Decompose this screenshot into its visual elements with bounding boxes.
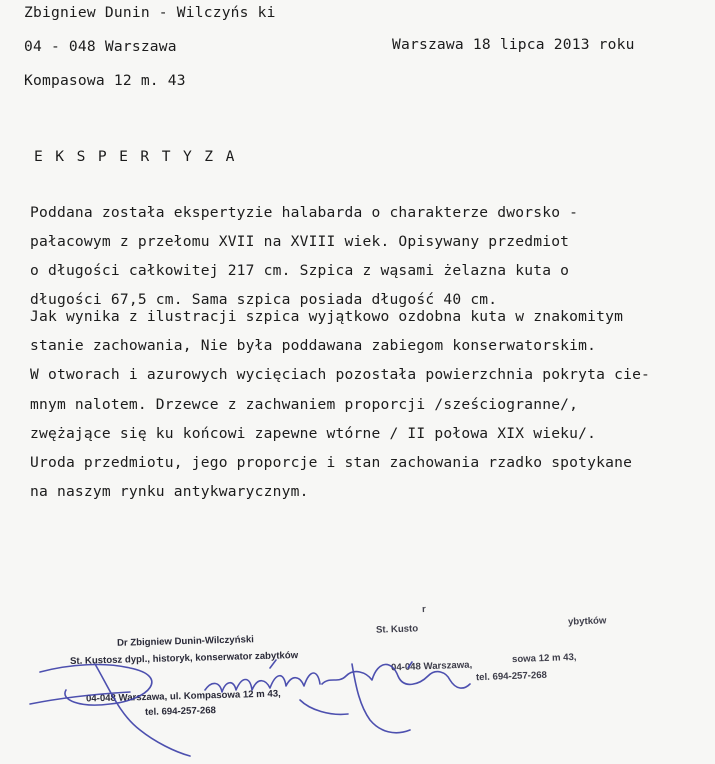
body-line: Poddana została ekspertyzie halabarda o charakterze dworsko - [30, 204, 579, 221]
body-line: Uroda przedmiotu, jego proporcje i stan zachowania rzadko spotykane [30, 454, 633, 471]
sender-street: Kompasowa 12 m. 43 [24, 72, 186, 89]
stamp-right-fragment: r [421, 603, 426, 616]
stamp-right-phone: tel. 694-257-268 [475, 669, 548, 684]
stamp-left-name: Dr Zbigniew Dunin-Wilczyński [116, 634, 255, 649]
body-line: o długości całkowitej 217 cm. Szpica z wąsami żelazna kuta o [30, 262, 570, 279]
body-line: stanie zachowania, Nie była poddawana zabiegom konserwatorskim. [30, 337, 597, 354]
body-line: mnym nalotem. Drzewce z zachwaniem proporcji /sześciogranne/, [30, 396, 579, 413]
stamp-left-phone: tel. 694-257-268 [144, 705, 217, 718]
stamp-right-title-end: ybytków [567, 615, 607, 628]
body-line: długości 67,5 cm. Sama szpica posiada długość 40 cm. [30, 291, 498, 308]
body-line: zwężające się ku końcowi zapewne wtórne / II połowa XIX wieku/. [30, 425, 597, 442]
body-line: W otworach i azurowych wycięciach pozostała powierzchnia pokryta cie- [30, 366, 651, 383]
stamp-left-address: 04-048 Warszawa, ul. Kompasowa 12 m 43, [85, 688, 281, 705]
document-title: EKSPERTYZA [34, 148, 247, 165]
sender-postal: 04 - 048 Warszawa [24, 38, 177, 55]
stamp-right-address-start: 04-048 Warszawa, [390, 659, 473, 674]
document-date: Warszawa 18 lipca 2013 roku [392, 36, 635, 53]
sender-name: Zbigniew Dunin - Wilczyńs ki [24, 4, 276, 21]
body-line: na naszym rynku antykwarycznym. [30, 483, 309, 500]
stamp-left-title: St. Kustosz dypl., historyk, konserwator zabytków [69, 650, 299, 667]
stamp-right-address-end: sowa 12 m 43, [511, 651, 577, 666]
body-line: Jak wynika z ilustracji szpica wyjątkowo ozdobna kuta w znakomitym [30, 308, 624, 325]
body-line: pałacowym z przełomu XVII na XVIII wiek. Opisywany przedmiot [30, 233, 570, 250]
stamp-right-title-start: St. Kusto [375, 623, 419, 636]
